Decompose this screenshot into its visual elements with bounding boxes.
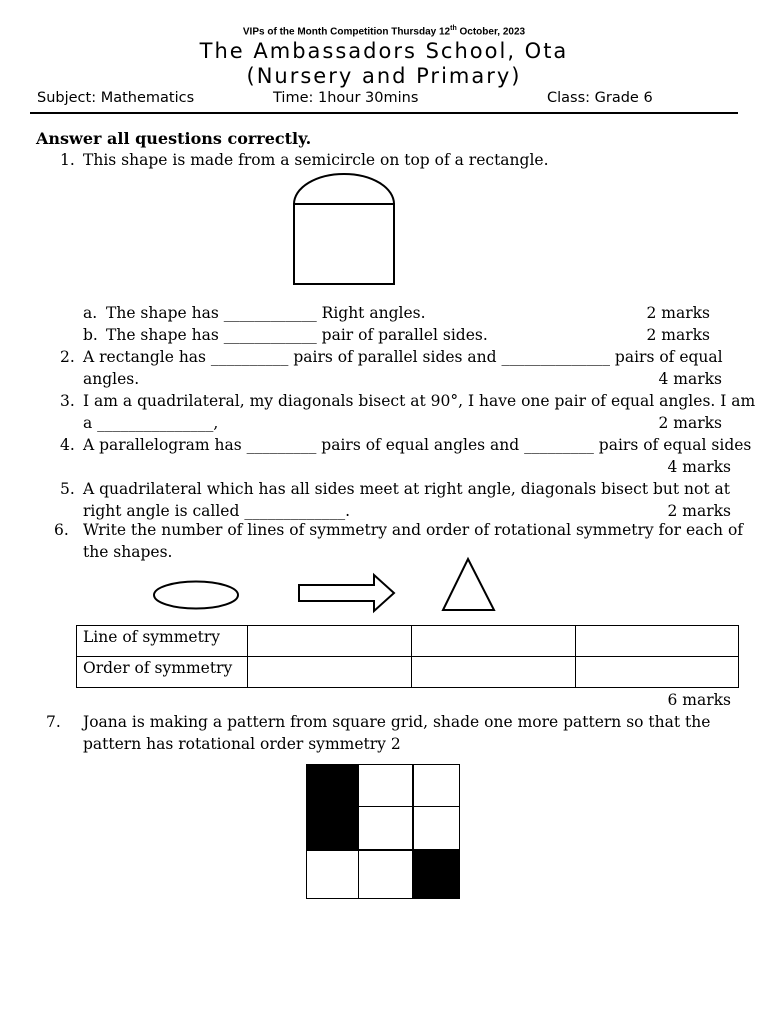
grid-cell-r1-c3[interactable]: [413, 764, 460, 807]
q1-number: 1.: [60, 151, 75, 169]
q3-line1: I am a quadrilateral, my diagonals bisect at 90°, I have one pair of equal angles. I am: [83, 392, 756, 410]
q5-number: 5.: [60, 480, 75, 498]
triangle-shape: [440, 556, 498, 614]
q1b-text: The shape has ____________ pair of parallel sides.: [106, 326, 488, 344]
q2-line1: A rectangle has __________ pairs of parallel sides and ______________ pairs of equal: [83, 348, 723, 366]
answer-cell-arrow-order[interactable]: [412, 657, 576, 688]
q4-number: 4.: [60, 436, 75, 454]
q3-marks: 2 marks: [658, 414, 722, 432]
grid-cell-r3-c2[interactable]: [358, 850, 413, 899]
school-subtitle: (Nursery and Primary): [246, 64, 522, 88]
answer-cell-triangle-order[interactable]: [576, 657, 739, 688]
answer-cell-triangle-lines[interactable]: [576, 626, 739, 657]
q5-line2: right angle is called _____________.: [83, 502, 351, 520]
q6-line2: the shapes.: [83, 543, 173, 561]
q7-number: 7.: [46, 713, 61, 731]
q4-line1: A parallelogram has _________ pairs of equal angles and _________ pairs of equal sides: [83, 436, 752, 454]
answer-cell-ellipse-lines[interactable]: [248, 626, 412, 657]
competition-line: VIPs of the Month Competition Thursday 12th October, 2023: [242, 25, 526, 38]
pattern-grid: [306, 764, 461, 900]
ellipse-shape: [150, 578, 242, 612]
grid-cell-r3-c1[interactable]: [306, 850, 359, 899]
instruction: Answer all questions correctly.: [36, 129, 312, 148]
q1b-label: b.: [83, 326, 98, 344]
arrow-shape: [296, 572, 400, 614]
answer-cell-arrow-lines[interactable]: [412, 626, 576, 657]
q4-marks: 4 marks: [667, 458, 731, 476]
q2-marks: 4 marks: [658, 370, 722, 388]
school-name: The Ambassadors School, Ota: [199, 39, 569, 63]
header-divider: [30, 112, 738, 114]
q6-number: 6.: [54, 521, 69, 539]
q1b-marks: 2 marks: [646, 326, 710, 344]
q7-line1: Joana is making a pattern from square grid, shade one more pattern so that the: [83, 713, 711, 731]
grid-cell-r1-c1[interactable]: [306, 764, 359, 807]
q2-line2: angles.: [83, 370, 140, 388]
semicircle-rectangle-shape: [290, 170, 400, 290]
row-label-line-of-symmetry: Line of symmetry: [77, 626, 248, 657]
grid-cell-r2-c3[interactable]: [413, 806, 460, 850]
grid-cell-r3-c3[interactable]: [413, 850, 460, 899]
q1-text: This shape is made from a semicircle on top of a rectangle.: [83, 151, 549, 169]
q1a-text: The shape has ____________ Right angles.: [106, 304, 426, 322]
q6-line1: Write the number of lines of symmetry and order of rotational symmetry for each of: [83, 521, 744, 539]
grid-cell-r1-c2[interactable]: [358, 764, 413, 807]
q3-line2: a _______________,: [83, 414, 219, 432]
grid-cell-r2-c1[interactable]: [306, 806, 359, 850]
q2-number: 2.: [60, 348, 75, 366]
grid-cell-r2-c2[interactable]: [358, 806, 413, 850]
table-row: [77, 626, 739, 657]
answer-cell-ellipse-order[interactable]: [248, 657, 412, 688]
q1a-marks: 2 marks: [646, 304, 710, 322]
q3-number: 3.: [60, 392, 75, 410]
class-label: Class: Grade 6: [547, 90, 653, 106]
q6-marks: 6 marks: [667, 691, 731, 709]
symmetry-table: [76, 625, 739, 688]
time-label: Time: 1hour 30mins: [273, 90, 419, 106]
q7-line2: pattern has rotational order symmetry 2: [83, 735, 401, 753]
row-label-order-of-symmetry: Order of symmetry: [77, 657, 248, 688]
subject-label: Subject: Mathematics: [37, 90, 195, 106]
q1a-label: a.: [83, 304, 98, 322]
q5-marks: 2 marks: [667, 502, 731, 520]
q5-line1: A quadrilateral which has all sides meet at right angle, diagonals bisect but not at: [83, 480, 730, 498]
table-row: [77, 657, 739, 688]
